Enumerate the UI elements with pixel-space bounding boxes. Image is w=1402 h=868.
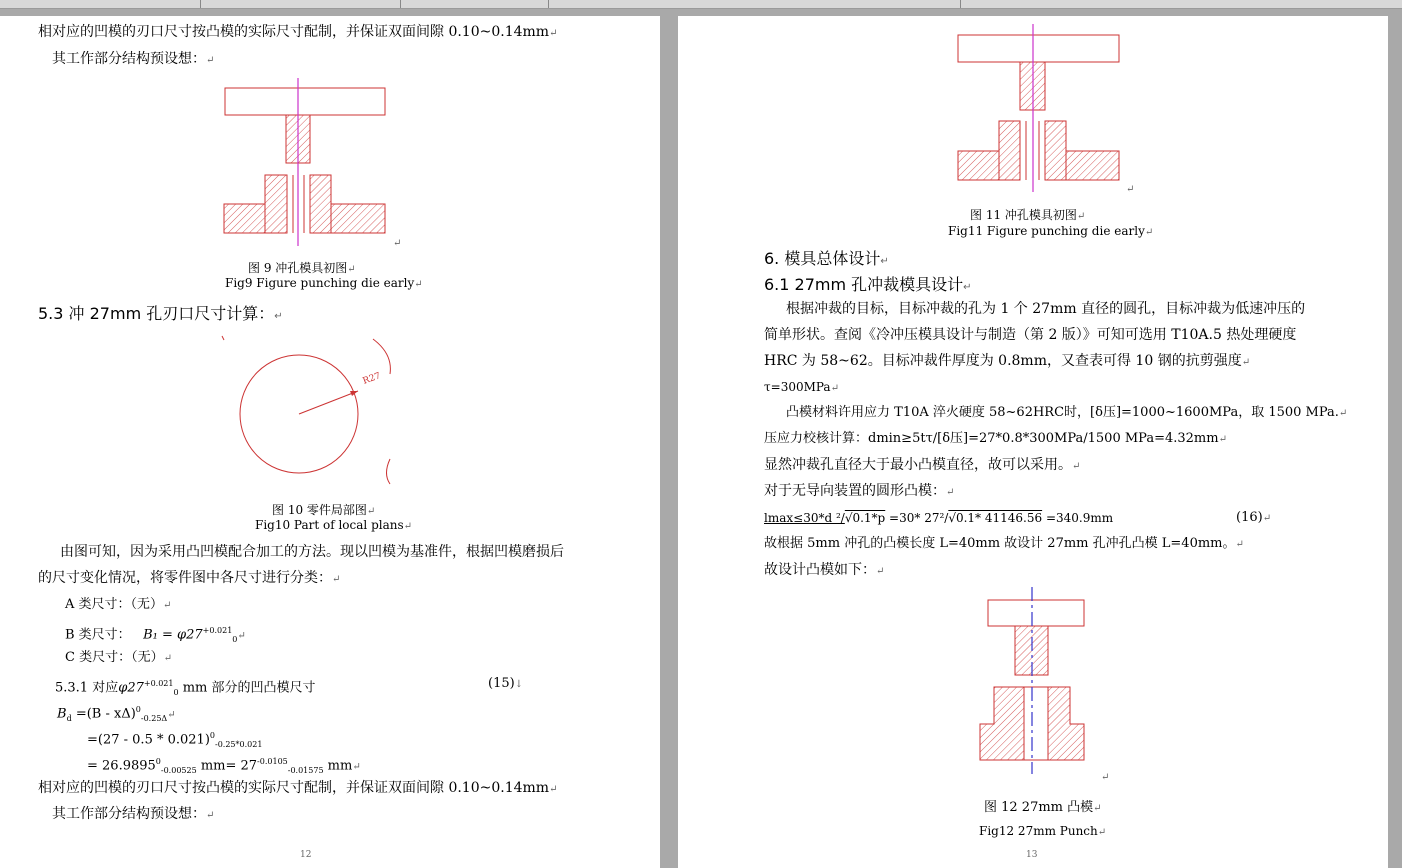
paragraph-design: 故设计凸模如下：↵ <box>764 562 885 578</box>
paragraph-clearance: 相对应的凹模的刃口尺寸按凸模的实际尺寸配制，并保证双面间隙 0.10~0.14mm↵ <box>38 24 558 40</box>
formula-calc-1: =(27 - 0.5 * 0.021)$^0_{-0.25*0.021}$ <box>87 731 263 749</box>
figure-11-punch-die-drawing <box>948 24 1148 199</box>
document-page-12: 相对应的凹模的刃口尺寸按凸模的实际尺寸配制，并保证双面间隙 0.10~0.14mm↵ 其工作部分结构预设想：↵ ↵ 图 9 冲孔模具初图↵ Fig9 Figure punching die early↵ 5.3 冲 27mm 孔刃口尺寸计算：↵ R27 图 10 零件局部图↵ Fig10 Part of local plans↵ 由图可知，因为采用凸凹模配合加工的方法。现以凹模为基准件，根据凹模磨损后 的尺寸变化情况，将零件图中各尺寸进行分类：↵ A 类尺寸：（无）↵ B 类尺寸： $B_1 = \varphi 27^{+0.021}_0↵$ C 类尺寸：（无）↵ 5.3.1 对应$\varphi 27^{+0.021}_0$ mm 部分的凹凸模尺寸 (15)↓ $B_d =(B$ - xΔ)$^0_{-0.25\Delta}$↵ =(27 - 0.5 * 0.021)$^0_{-0.25*0.021}$ = $26.9895^0_{-0.00525}$ $mm= 27^{-0.0105}_{-0.01575}$ mm↵ 相对应的凹模的刃口尺寸按凸模的实际尺寸配制，并保证双面间隙 0.10~0.14mm↵ 其工作部分结构预设想：↵ 12 <box>0 16 660 868</box>
paragraph-conclusion: 显然冲裁孔直径大于最小凸模直径，故可以采用。↵ <box>764 457 1081 473</box>
horizontal-ruler <box>0 0 1402 9</box>
paragraph-target: 根据冲裁的目标，目标冲裁的孔为 1 个 27mm 直径的圆孔，目标冲裁为低速冲压的 <box>786 301 1306 317</box>
page-number: 12 <box>300 850 312 860</box>
class-b-dimension: B 类尺寸： $B_1 = \varphi 27^{+0.021}_0↵$ <box>65 626 246 644</box>
equation-number-15: (15)↓ <box>488 676 524 691</box>
document-page-13: ↵ 图 11 冲孔模具初图↵ Fig11 Figure punching die early↵ 6. 模具总体设计↵ 6.1 27mm 孔冲裁模具设计↵ 根据冲裁的目标，目标冲裁的孔为 1 个 27mm 直径的圆孔，目标冲裁为低速冲压的 简单形状。查阅《冷冲压模具设计与制造（第 2 版）》可知可选用 T10A.5 热处理硬度 HRC 为 58~62。目标冲裁件厚度为 0.8mm，又查表可得 10 钢的抗剪强度↵ τ=300MPa↵ 凸模材料许用应力 T10A 淬火硬度 58~62HRC时，[δ压]=1000~1600MPa，取 1500 MPa.↵ 压应力校核计算：dmin≥5tτ/[δ压]=27*0.8*300MPa/1500 MPa=4.32mm↵ 显然冲裁孔直径大于最小凸模直径，故可以采用。↵ 对于无导向装置的圆形凸模：↵ lmax≤30*d ²/√0.1*p =30* 27²/√0.1* 41146.56 =340.9mm (16)↵ 故根据 5mm 冲孔的凸模长度 L=40mm 故设计 27mm 孔冲孔凸模 L=40mm。↵ 故设计凸模如下：↵ ↵ 图 12 27mm 凸模↵ Fig12 27mm Punch↵ 13 <box>678 16 1388 868</box>
paragraph-reference: 简单形状。查阅《冷冲压模具设计与制造（第 2 版）》可知可选用 T10A.5 热处理硬度 <box>764 327 1297 343</box>
paragraph-shear-strength: τ=300MPa↵ <box>764 380 839 394</box>
equation-number-16: (16)↵ <box>1236 510 1272 525</box>
class-c-dimension: C 类尺寸：（无）↵ <box>65 650 172 665</box>
figure-10-part-drawing <box>218 334 398 494</box>
section-heading-6-1: 6.1 27mm 孔冲裁模具设计↵ <box>764 275 972 294</box>
figure-9-punch-die-drawing <box>215 76 405 251</box>
figure-10-caption-cn: 图 10 零件局部图↵ <box>272 503 376 517</box>
page-number: 13 <box>1026 850 1038 860</box>
section-heading-5-3: 5.3 冲 27mm 孔刃口尺寸计算：↵ <box>38 304 283 323</box>
formula-calc-2: = $26.9895^0_{-0.00525}$ $mm= 27^{-0.0105}_{-0.01575}$ mm↵ <box>87 757 361 775</box>
radius-label: R27 <box>361 371 383 387</box>
class-a-dimension: A 类尺寸：（无）↵ <box>65 597 172 612</box>
section-heading-6: 6. 模具总体设计↵ <box>764 249 889 268</box>
figure-11-caption-cn: 图 11 冲孔模具初图↵ <box>970 208 1086 222</box>
figure-12-punch-drawing <box>978 584 1093 779</box>
paragraph-punch-length: 故根据 5mm 冲孔的凸模长度 L=40mm 故设计 27mm 孔冲孔凸模 L=40mm。↵ <box>764 536 1244 551</box>
formula-bd: $B_d =(B$ - xΔ)$^0_{-0.25\Delta}$↵ <box>57 705 176 723</box>
figure-10-caption-en: Fig10 Part of local plans↵ <box>255 518 413 532</box>
paragraph-compression-check: 压应力校核计算：dmin≥5tτ/[δ压]=27*0.8*300MPa/1500 MPa=4.32mm↵ <box>764 431 1227 446</box>
paragraph-hardness: HRC 为 58~62。目标冲裁件厚度为 0.8mm，又查表可得 10 钢的抗剪强度↵ <box>764 353 1251 369</box>
figure-12-caption-cn: 图 12 27mm 凸模↵ <box>984 800 1102 815</box>
paragraph-analysis-2: 的尺寸变化情况，将零件图中各尺寸进行分类：↵ <box>38 570 341 586</box>
formula-lmax: lmax≤30*d ²/√0.1*p =30* 27²/√0.1* 41146.56 =340.9mm <box>764 511 1114 525</box>
subsection-5-3-1: 5.3.1 对应$\varphi 27^{+0.021}_0$ mm 部分的凹凸模尺寸 <box>55 679 316 697</box>
figure-12-caption-en: Fig12 27mm Punch↵ <box>979 824 1107 838</box>
paragraph-intro: 其工作部分结构预设想：↵ <box>52 51 215 67</box>
figure-9-caption-cn: 图 9 冲孔模具初图↵ <box>248 261 356 275</box>
paragraph-intro-2: 其工作部分结构预设想：↵ <box>52 806 215 822</box>
figure-11-caption-en: Fig11 Figure punching die early↵ <box>948 224 1154 238</box>
paragraph-allowable-stress: 凸模材料许用应力 T10A 淬火硬度 58~62HRC时，[δ压]=1000~1600MPa，取 1500 MPa.↵ <box>786 405 1348 420</box>
figure-9-caption-en: Fig9 Figure punching die early↵ <box>225 276 423 290</box>
paragraph-analysis-1: 由图可知，因为采用凸凹模配合加工的方法。现以凹模为基准件，根据凹模磨损后 <box>60 544 564 560</box>
paragraph-clearance-2: 相对应的凹模的刃口尺寸按凸模的实际尺寸配制，并保证双面间隙 0.10~0.14mm↵ <box>38 780 558 796</box>
paragraph-round-punch: 对于无导向装置的圆形凸模：↵ <box>764 483 955 499</box>
